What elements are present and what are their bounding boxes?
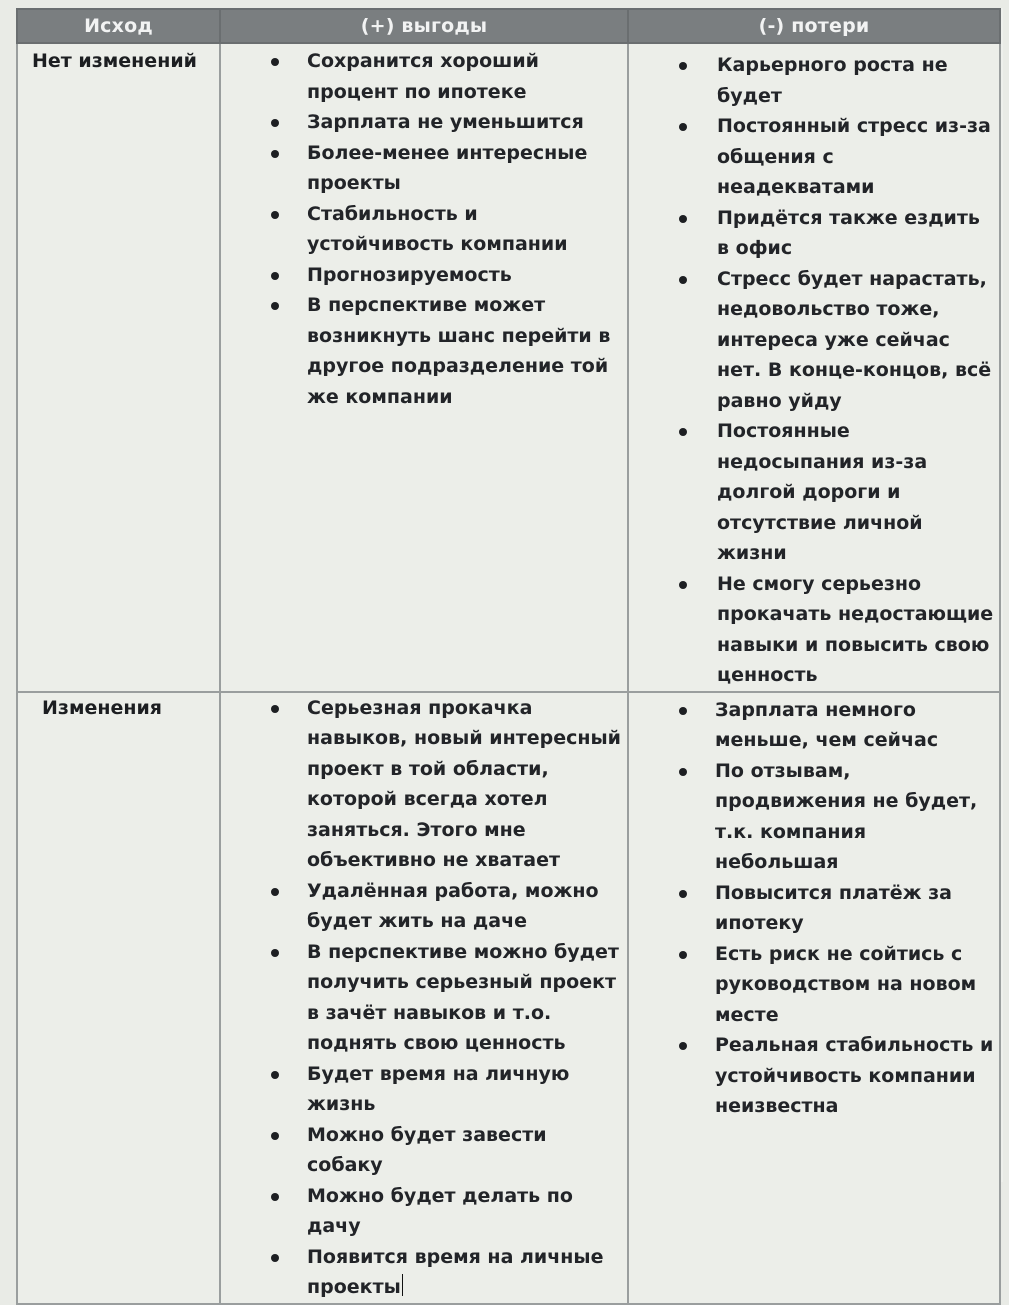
bullet-icon	[679, 123, 687, 131]
document-page	[16, 8, 1003, 1298]
bullet-icon	[679, 215, 687, 223]
list-item-text: Повысится платёж за ипотеку	[715, 881, 952, 934]
list-item-text: Прогнозируемость	[307, 263, 512, 286]
list-item-text: Сохранится хороший процент по ипотеке	[307, 50, 539, 103]
list-item	[307, 937, 621, 1059]
bullet-icon	[271, 58, 279, 66]
list-item	[717, 111, 995, 203]
bullet-icon	[271, 949, 279, 957]
bullet-icon	[679, 768, 687, 776]
list-item-text: Реальная стабильность и устойчивость компании неизвестна	[715, 1034, 994, 1117]
list-item-text: Постоянный стресс из-за общения с неадекватами	[717, 115, 991, 198]
header-row	[17, 9, 1000, 43]
list-item-text: В перспективе можно будет получить серьезный проект в зачёт навыков и т.о. поднять свою ценность	[307, 940, 619, 1054]
list-item-text: Зарплата немного меньше, чем сейчас	[715, 698, 939, 751]
list-item-text: Придётся также ездить в офис	[717, 206, 980, 259]
bullet-icon	[679, 890, 687, 898]
list-item-text: В перспективе может возникнуть шанс перейти в другое подразделение той же компании	[307, 294, 611, 408]
list-item	[717, 203, 995, 264]
list-item	[715, 756, 995, 878]
list-item-text: Карьерного роста не будет	[717, 54, 948, 107]
list-item	[307, 290, 621, 412]
bullet-icon	[271, 272, 279, 280]
list-item	[307, 46, 621, 107]
list-item	[307, 199, 621, 260]
losses-list	[629, 44, 999, 691]
list-item-text: Более-менее интересные проекты	[307, 141, 588, 194]
list-item	[307, 1120, 621, 1181]
bullet-icon	[271, 1071, 279, 1079]
header-losses: (-) потери	[628, 9, 1000, 43]
bullet-icon	[271, 302, 279, 310]
gains-list	[221, 44, 627, 412]
list-item-text: Не смогу серьезно прокачать недостающие навыки и повысить свою ценность	[717, 572, 994, 686]
bullet-icon	[271, 211, 279, 219]
bullet-icon	[271, 150, 279, 158]
bullet-icon	[679, 428, 687, 436]
bullet-icon	[679, 707, 687, 715]
list-item	[717, 416, 995, 569]
list-item	[717, 264, 995, 417]
table-row	[17, 692, 1000, 1304]
list-item	[307, 107, 621, 138]
gains-cell[interactable]	[220, 692, 628, 1304]
bullet-icon	[271, 705, 279, 713]
table-row	[17, 43, 1000, 692]
gains-list	[221, 693, 627, 1303]
list-item	[307, 260, 621, 291]
header-gains: (+) выгоды	[220, 9, 628, 43]
list-item	[307, 876, 621, 937]
list-item	[307, 1059, 621, 1120]
bullet-icon	[679, 581, 687, 589]
bullet-icon	[679, 62, 687, 70]
list-item	[307, 693, 621, 876]
list-item-text: Постоянные недосыпания из-за долгой дороги и отсутствие личной жизни	[717, 420, 928, 564]
losses-cell[interactable]	[628, 692, 1000, 1304]
list-item	[307, 1242, 621, 1303]
list-item	[715, 939, 995, 1031]
list-item-text: Появится время на личные проекты	[307, 1245, 604, 1298]
list-item-text: Есть риск не сойтись с руководством на новом месте	[715, 942, 977, 1026]
list-item	[715, 1030, 995, 1122]
bullet-icon	[271, 1254, 279, 1262]
losses-cell[interactable]	[628, 43, 1000, 692]
list-item-text: Серьезная прокачка навыков, новый интересный проект в той области, которой всегда хотел заняться. Этого мне объективно не хватает	[307, 696, 621, 871]
bullet-icon	[679, 1042, 687, 1050]
header-outcome: Исход	[17, 9, 220, 43]
list-item-text: Удалённая работа, можно будет жить на даче	[307, 879, 599, 932]
losses-list	[629, 693, 999, 1122]
list-item	[717, 569, 995, 691]
list-item	[717, 50, 995, 111]
gains-cell[interactable]	[220, 43, 628, 692]
outcome-cell[interactable]: Нет изменений	[17, 43, 220, 692]
list-item-text: Стабильность и устойчивость компании	[307, 202, 568, 255]
list-item	[715, 695, 995, 756]
list-item	[307, 1181, 621, 1242]
bullet-icon	[679, 951, 687, 959]
list-item-text: Можно будет делать по дачу	[307, 1184, 573, 1237]
list-item-text: Можно будет завести собаку	[307, 1123, 547, 1176]
bullet-icon	[271, 1132, 279, 1140]
list-item-text: Зарплата не уменьшится	[307, 111, 584, 133]
bullet-icon	[271, 1193, 279, 1201]
text-cursor	[402, 1274, 403, 1296]
bullet-icon	[271, 888, 279, 896]
list-item	[307, 138, 621, 199]
decision-table	[16, 8, 1001, 1305]
list-item	[715, 878, 995, 939]
list-item-text: Стресс будет нарастать, недовольство тоже, интереса уже сейчас нет. В конце-концов, всё равно уйду	[717, 267, 992, 412]
list-item-text: Будет время на личную жизнь	[307, 1062, 570, 1115]
bullet-icon	[271, 119, 279, 127]
bullet-icon	[679, 276, 687, 284]
outcome-cell[interactable]: Изменения	[17, 692, 220, 1304]
list-item-text: По отзывам, продвижения не будет, т.к. компания небольшая	[715, 759, 978, 873]
